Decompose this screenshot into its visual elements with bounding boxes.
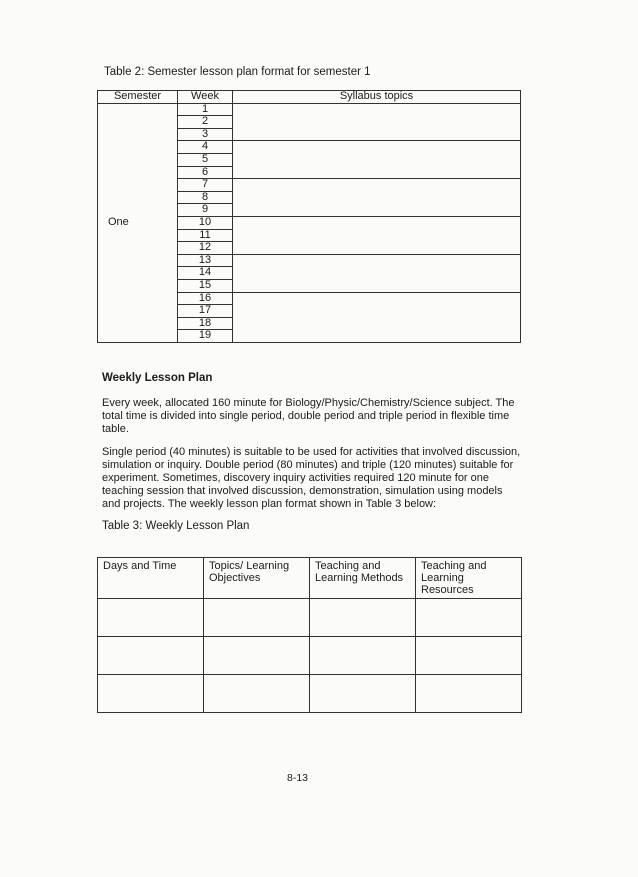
week-cell: 4	[178, 141, 233, 154]
paragraph-2: Single period (40 minutes) is suitable to be used for activities that involved discussion, simulation or inquiry. Double period (80 minutes) and triple (120 minutes) suitable for experiment. Sometimes, discovery inquiry activities required 120 minute for one teaching session that involved discussion, demonstration, simulation using models and projects. The weekly lesson plan format shown in Table 3 below:	[102, 446, 521, 510]
week-cell: 5	[178, 153, 233, 166]
topic-cell	[233, 292, 521, 342]
page-number: 8-13	[287, 772, 309, 784]
week-cell: 15	[178, 279, 233, 292]
table-cell	[204, 675, 310, 713]
paragraph-1: Every week, allocated 160 minute for Biology/Physic/Chemistry/Science subject. The total time is divided into single period, double period and triple period in flexible time table.	[102, 397, 515, 435]
header-teaching-resources: Teaching and Learning Resources	[416, 558, 522, 599]
topic-cell	[233, 254, 521, 292]
semester-cell: One	[98, 103, 178, 342]
table-cell	[204, 637, 310, 675]
week-cell: 19	[178, 330, 233, 343]
week-cell: 1	[178, 103, 233, 116]
week-cell: 11	[178, 229, 233, 242]
table2-caption: Table 2: Semester lesson plan format for semester 1	[104, 66, 371, 78]
week-cell: 2	[178, 116, 233, 129]
topic-cell	[233, 179, 521, 217]
table-cell	[98, 637, 204, 675]
week-cell: 9	[178, 204, 233, 217]
table-cell	[204, 599, 310, 637]
topic-cell	[233, 103, 521, 141]
week-cell: 10	[178, 216, 233, 229]
table-cell	[310, 675, 416, 713]
table-cell	[416, 675, 522, 713]
week-cell: 17	[178, 305, 233, 318]
semester-plan-table	[97, 90, 521, 343]
header-semester: Semester	[98, 91, 178, 104]
week-cell: 14	[178, 267, 233, 280]
header-teaching-methods: Teaching and Learning Methods	[310, 558, 416, 599]
table-cell	[310, 637, 416, 675]
week-cell: 6	[178, 166, 233, 179]
section-heading: Weekly Lesson Plan	[102, 372, 213, 384]
week-cell: 7	[178, 179, 233, 192]
table-cell	[310, 599, 416, 637]
week-cell: 8	[178, 191, 233, 204]
week-cell: 18	[178, 317, 233, 330]
week-cell: 13	[178, 254, 233, 267]
header-week: Week	[178, 91, 233, 104]
week-cell: 16	[178, 292, 233, 305]
week-cell: 12	[178, 242, 233, 255]
table-cell	[98, 599, 204, 637]
header-days-and-time: Days and Time	[98, 558, 204, 599]
table3-caption: Table 3: Weekly Lesson Plan	[102, 520, 250, 532]
header-topics-objectives: Topics/ Learning Objectives	[204, 558, 310, 599]
topic-cell	[233, 216, 521, 254]
table-cell	[416, 599, 522, 637]
table-cell	[416, 637, 522, 675]
week-cell: 3	[178, 128, 233, 141]
topic-cell	[233, 141, 521, 179]
weekly-lesson-plan-table	[97, 557, 522, 713]
table-cell	[98, 675, 204, 713]
header-syllabus-topics: Syllabus topics	[233, 91, 521, 104]
